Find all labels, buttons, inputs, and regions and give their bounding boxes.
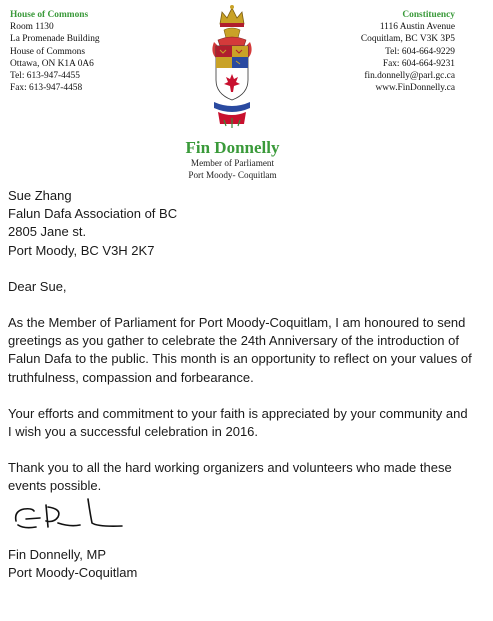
house-of-commons-heading: House of Commons xyxy=(10,10,89,20)
ottawa-address-line: Room 1130 xyxy=(10,22,54,33)
paragraph-line: truthfulness, compassion and forbearance. xyxy=(8,369,254,385)
constituency-fax: Fax: 604-664-9231 xyxy=(382,58,455,69)
letterhead-ottawa-address xyxy=(10,9,100,94)
paragraph-line: Thank you to all the hard working organizers and volunteers who made these xyxy=(8,460,452,476)
website-address: www.FinDonnelly.ca xyxy=(375,83,455,94)
mp-title: Member of Parliament xyxy=(190,158,275,168)
ottawa-address-line: House of Commons xyxy=(10,46,85,57)
recipient-line: Falun Dafa Association of BC xyxy=(8,206,178,222)
constituency-phone: Tel: 604-664-9229 xyxy=(385,46,455,57)
recipient-line: 2805 Jane st. xyxy=(8,224,87,240)
mp-name: Fin Donnelly xyxy=(185,138,280,157)
ottawa-address-line: Ottawa, ON K1A 0A6 xyxy=(10,58,94,69)
constituency-address-line: Coquitlam, BC V3K 3P5 xyxy=(360,34,455,45)
paragraph-line: I wish you a successful celebration in 2016. xyxy=(8,424,259,440)
signer-riding: Port Moody-Coquitlam xyxy=(8,565,138,581)
email-address: fin.donnelly@parl.gc.ca xyxy=(364,71,455,82)
paragraph-line: Falun Dafa to the public. This month is an opportunity to reflect on your values of xyxy=(8,351,472,367)
letterhead-constituency-address xyxy=(361,9,455,94)
mp-riding: Port Moody- Coquitlam xyxy=(188,169,277,180)
ottawa-fax: Fax: 613-947-4458 xyxy=(10,83,83,94)
paragraph-line: Your efforts and commitment to your faith is appreciated by your community and xyxy=(8,405,468,421)
paragraph-line: events possible. xyxy=(8,478,102,494)
recipient-line: Sue Zhang xyxy=(8,188,72,203)
paragraph-line: As the Member of Parliament for Port Moody-Coquitlam, I am honoured to send xyxy=(8,315,466,331)
salutation: Dear Sue, xyxy=(8,278,67,294)
constituency-address-line: 1116 Austin Avenue xyxy=(379,22,455,33)
constituency-heading: Constituency xyxy=(402,10,455,20)
mp-name-block xyxy=(0,138,465,181)
letter-body xyxy=(8,187,483,496)
paragraph-line: greetings as you gather to celebrate the 24th Anniversary of the introduction of xyxy=(8,333,459,349)
ottawa-address-line: La Promenade Building xyxy=(10,34,100,45)
signer-name: Fin Donnelly, MP xyxy=(8,547,107,562)
signature-icon xyxy=(10,497,130,542)
coat-of-arms-icon xyxy=(206,2,258,130)
closing-block xyxy=(8,546,137,582)
ottawa-phone: Tel: 613-947-4455 xyxy=(10,71,80,82)
recipient-line: Port Moody, BC V3H 2K7 xyxy=(8,242,155,258)
